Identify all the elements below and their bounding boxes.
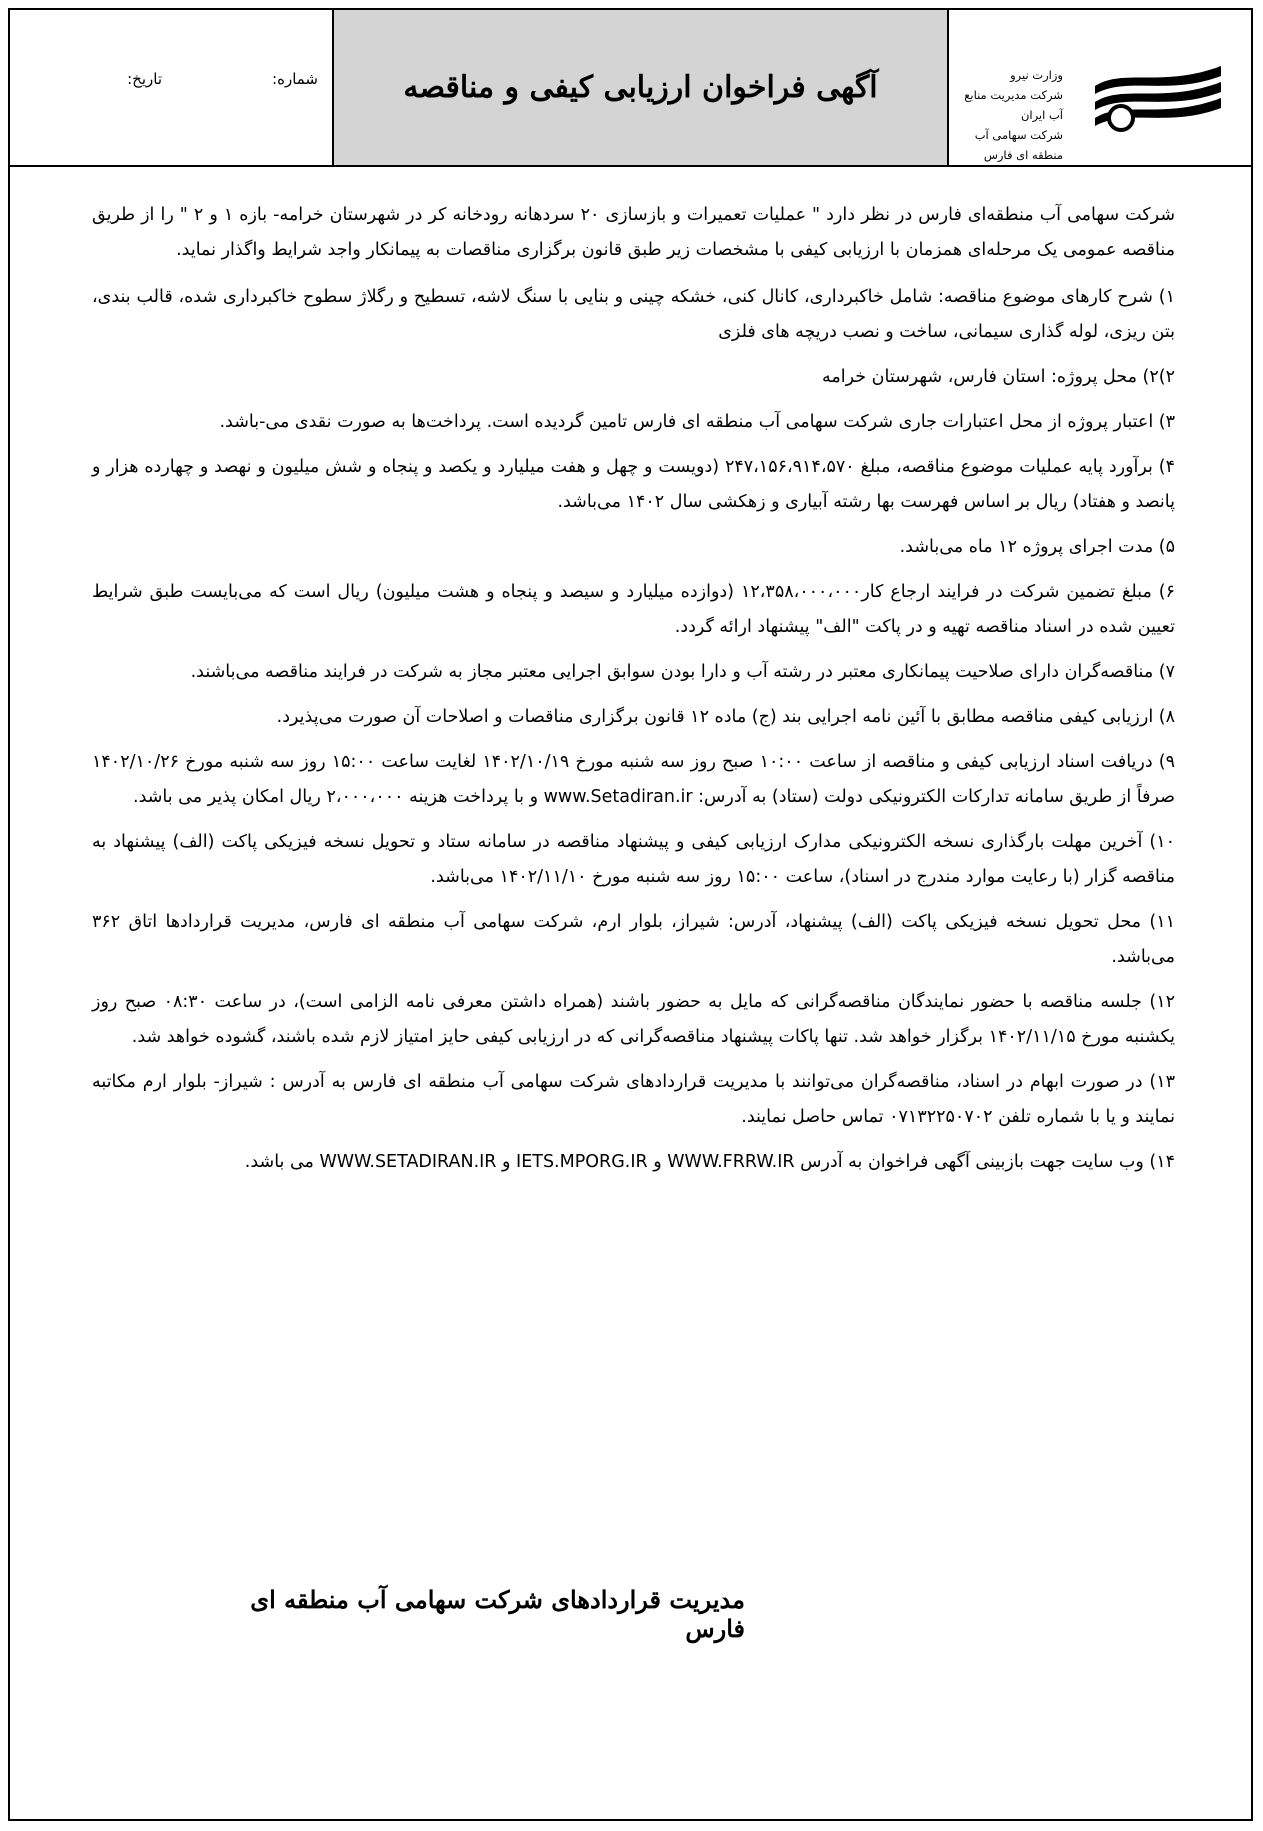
- date-label: تاریخ:: [127, 70, 162, 88]
- page-title: آگهی فراخوان ارزیابی کیفی و مناقصه: [403, 70, 878, 105]
- header-org: [949, 10, 1251, 165]
- header-meta: [10, 10, 332, 165]
- item-9: ۹) دریافت اسناد ارزیابی کیفی و مناقصه از ساعت ۱۰:۰۰ صبح روز سه شنبه مورخ ۱۴۰۲/۱۰/۱۹ لغایت ساعت ۱۵:۰۰ روز سه شنبه مورخ ۱۴۰۲/۱۰/۲۶ صرفاً از طریق سامانه تدارکات الکترونیکی دولت (ستاد) به آدرس: www.Setadiran.ir و با پرداخت هزینه ۲،۰۰۰،۰۰۰ ریال امکان پذیر می باشد.: [92, 752, 1175, 807]
- water-waves-logo-icon: [1093, 58, 1223, 138]
- item-4: ۴) برآورد پایه عملیات موضوع مناقصه، مبلغ ۲۴۷،۱۵۶،۹۱۴،۵۷۰ (دویست و چهل و هفت میلیارد و یکصد و پنجاه و شش میلیون و نهصد و چهارده هزار و پانصد و هفتاد) ریال بر اساس فهرست بها رشته آبیاری و زهکشی سال ۱۴۰۲ می‌باشد.: [92, 457, 1176, 512]
- item-2: ۲)۲) محل پروژه: استان فارس، شهرستان خرامه: [821, 367, 1175, 387]
- org-line-company: شرکت مدیریت منابع آب ایران: [964, 88, 1063, 122]
- org-lines: [949, 65, 1063, 165]
- header: [10, 10, 1251, 167]
- item-6: ۶) مبلغ تضمین شرکت در فرایند ارجاع کار۱۲،۳۵۸،۰۰۰،۰۰۰ (دوازده میلیارد و سیصد و پنجاه و هشت میلیون) ریال است که می‌بایست طبق شرایط تعیین شده در اسناد مناقصه تهیه و در پاکت "الف" پیشنهاد ارائه گردد.: [92, 582, 1175, 637]
- item-11: ۱۱) محل تحویل نسخه فیزیکی پاکت (الف) پیشنهاد، آدرس: شیراز، بلوار ارم، شرکت سهامی آب منطقه ای فارس، مدیریت قراردادها اتاق ۳۶۲ می‌باشد.: [92, 912, 1175, 967]
- item-5: ۵) مدت اجرای پروژه ۱۲ ماه می‌باشد.: [899, 537, 1175, 557]
- announcement-body: [92, 198, 1175, 1190]
- item-7: ۷) مناقصه‌گران دارای صلاحیت پیمانکاری معتبر در رشته آب و دارا بودن سوابق اجرایی معتبر مجاز به شرکت در فرایند مناقصه می‌باشند.: [190, 662, 1175, 682]
- number-label: شماره:: [272, 70, 318, 88]
- item-3: ۳) اعتبار پروژه از محل اعتبارات جاری شرکت سهامی آب منطقه ای فارس تامین گردیده است. پرداخت‌ها به صورت نقدی می-باشد.: [219, 412, 1175, 432]
- header-title-cell: [332, 10, 949, 165]
- item-8: ۸) ارزیابی کیفی مناقصه مطابق با آئین نامه اجرایی بند (ج) ماده ۱۲ قانون برگزاری مناقصات و اصلاحات آن صورت می‌پذیرد.: [276, 707, 1175, 727]
- item-12: ۱۲) جلسه مناقصه با حضور نمایندگان مناقصه‌گرانی که مایل به حضور باشند (همراه داشتن معرفی نامه الزامی است)، در ساعت ۰۸:۳۰ صبح روز یکشنبه مورخ ۱۴۰۲/۱۱/۱۵ برگزار خواهد شد. تنها پاکات پیشنهاد مناقصه‌گرانی که در ارزیابی کیفی حایز امتیاز لازم شده باشند، گشوده خواهد شد.: [92, 992, 1175, 1047]
- org-line-regional: شرکت سهامی آب منطقه ای فارس: [974, 128, 1063, 162]
- item-10: ۱۰) آخرین مهلت بارگذاری نسخه الکترونیکی مدارک ارزیابی کیفی و پیشنهاد مناقصه در سامانه ستاد و تحویل نسخه فیزیکی پاکت (الف) پیشنهاد به مناقصه گزار (با رعایت موارد مندرج در اسناد)، ساعت ۱۵:۰۰ روز سه شنبه مورخ ۱۴۰۲/۱۱/۱۰ می‌باشد.: [92, 832, 1175, 887]
- item-1: ۱) شرح کارهای موضوع مناقصه: شامل خاکبرداری، کانال کنی، خشکه چینی و بنایی با سنگ لاشه، تسطیح و رگلاژ سطوح خاکبرداری شده، قالب بندی، بتن ریزی، لوله گذاری سیمانی، ساخت و نصب دریچه های فلزی: [92, 287, 1175, 342]
- item-14: ۱۴) وب سایت جهت بازبینی آگهی فراخوان به آدرس WWW.FRRW.IR و IETS.MPORG.IR و WWW.SETADIRAN.IR می باشد.: [244, 1152, 1175, 1172]
- signature: مدیریت قراردادهای شرکت سهامی آب منطقه ای فارس: [250, 1585, 745, 1643]
- item-13: ۱۳) در صورت ابهام در اسناد، مناقصه‌گران می‌توانند با مدیریت قراردادهای شرکت سهامی آب منطقه ای فارس به آدرس : شیراز- بلوار ارم مکاتبه نمایند و یا با شماره تلفن ۰۷۱۳۲۲۵۰۷۰۲ تماس حاصل نمایند.: [92, 1072, 1175, 1127]
- org-line-ministry: وزارت نیرو: [1010, 68, 1063, 82]
- intro-paragraph: شرکت سهامی آب منطقه‌ای فارس در نظر دارد " عملیات تعمیرات و بازسازی ۲۰ سردهانه رودخانه کر در شهرستان خرامه- بازه ۱ و ۲ " را از طریق مناقصه عمومی یک مرحله‌ای همزمان با ارزیابی کیفی با مشخصات زیر طبق قانون برگزاری مناقصات به پیمانکار واجد شرایط واگذار نماید.: [92, 205, 1175, 260]
